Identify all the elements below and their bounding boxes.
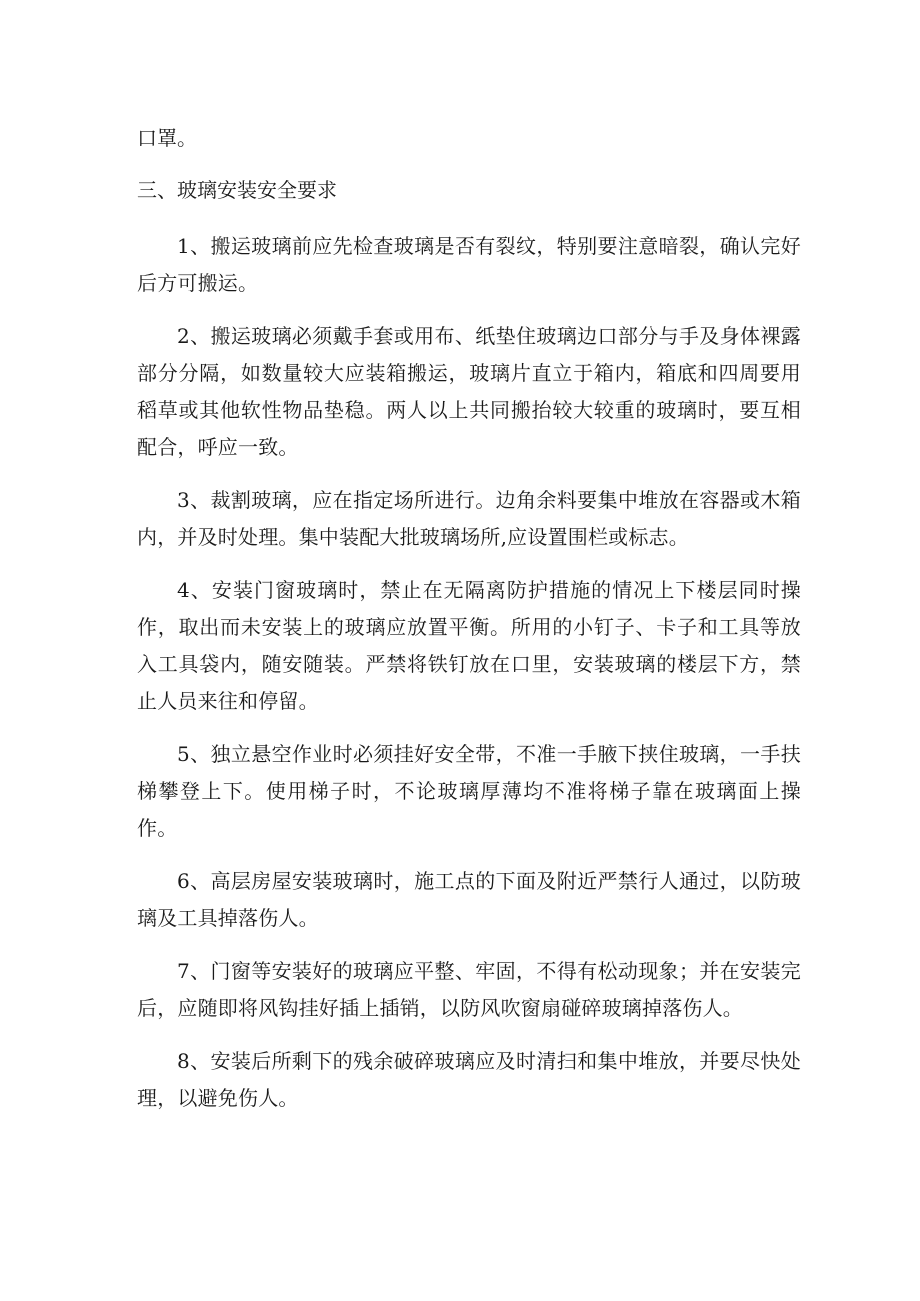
paragraph-2: 2、搬运玻璃必须戴手套或用布、纸垫住玻璃边口部分与手及身体裸露部分分隔，如数量较大应装箱搬运，玻璃片直立于箱内，箱底和四周要用稻草或其他软性物品垫稳。两人以上共同搬抬较大较重的玻璃时，要互相配合，呼应一致。 (137, 324, 801, 459)
document-body (137, 120, 801, 1133)
paragraph-6: 6、高层房屋安装玻璃时，施工点的下面及附近严禁行人通过，以防玻璃及工具掉落伤人。 (137, 869, 801, 930)
section-heading: 三、玻璃安装安全要求 (137, 178, 337, 202)
paragraph-1: 1、搬运玻璃前应先检查玻璃是否有裂纹，特别要注意暗裂，确认完好后方可搬运。 (137, 234, 801, 295)
paragraph-3: 3、裁割玻璃，应在指定场所进行。边角余料要集中堆放在容器或木箱内，并及时处理。集中装配大批玻璃场所,应设置围栏或标志。 (137, 488, 801, 549)
paragraph-8: 8、安装后所剩下的残余破碎玻璃应及时清扫和集中堆放，并要尽快处理，以避免伤人。 (137, 1049, 801, 1110)
paragraph-4: 4、安装门窗玻璃时，禁止在无隔离防护措施的情况上下楼层同时操作，取出而未安装上的玻璃应放置平衡。所用的小钉子、卡子和工具等放入工具袋内，随安随装。严禁将铁钉放在口里，安装玻璃的楼层下方，禁止人员来往和停留。 (137, 578, 801, 713)
paragraph-7: 7、门窗等安装好的玻璃应平整、牢固，不得有松动现象；并在安装完后，应随即将风钩挂好插上插销，以防风吹窗扇碰碎玻璃掉落伤人。 (137, 959, 801, 1020)
continuation-text: 口罩。 (137, 126, 197, 150)
paragraph-5: 5、独立悬空作业时必须挂好安全带，不准一手腋下挟住玻璃，一手扶梯攀登上下。使用梯子时，不论玻璃厚薄均不准将梯子靠在玻璃面上操作。 (137, 742, 801, 840)
